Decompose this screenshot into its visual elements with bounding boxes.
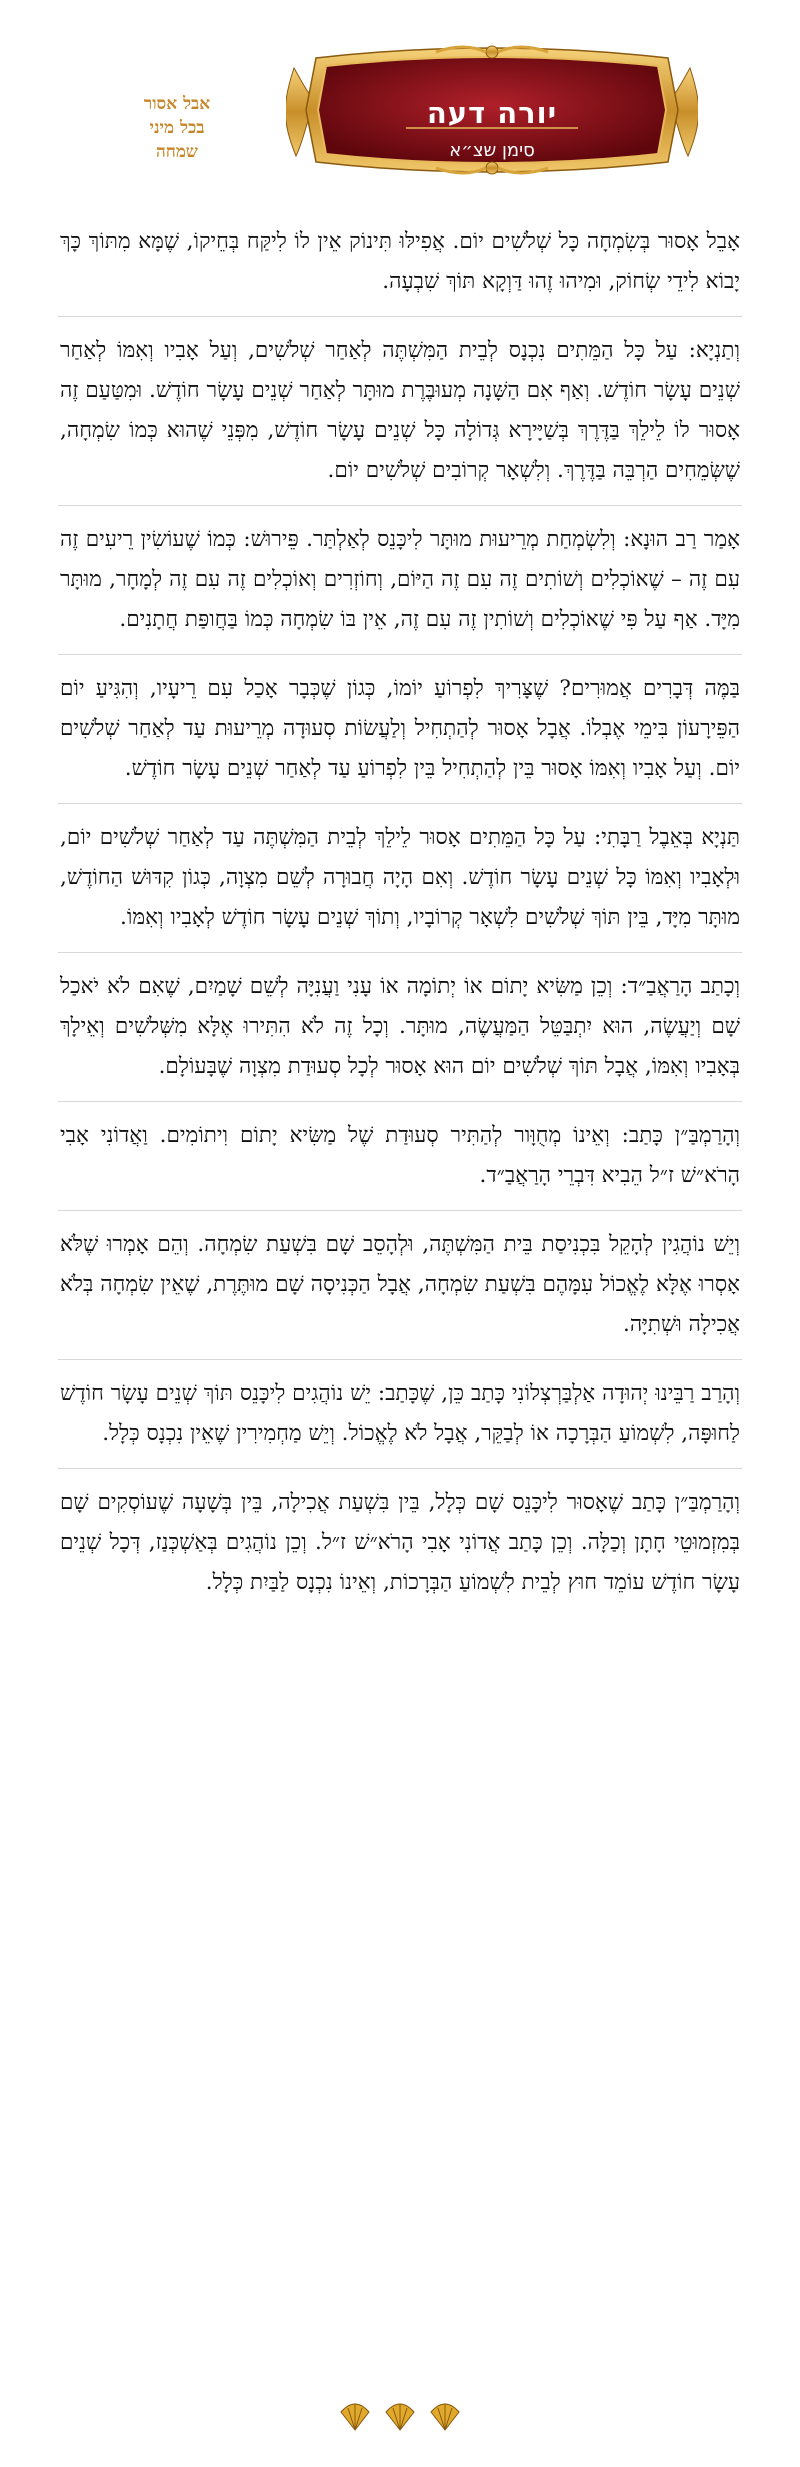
- shell-icon: [384, 2402, 416, 2436]
- paragraph-4: בַּמֶּה דְּבָרִים אֲמוּרִים? שֶׁצָּרִיךְ לִפְרוֹעַ יוֹמוֹ, כְּגוֹן שֶׁכְּבָר אָכַל עִם רֵיעָיו, וְהִגִּיעַ יוֹם הַפֵּירָעוֹן בִּימֵי אֶבְלוֹ. אֲבָל אָסוּר לְהַתְחִיל וְלַעֲשׂוֹת סְעוּדָה מְרֵיעוּת עַד לְאַחַר שְׁלֹשִׁים יוֹם. וְעַל אָבִיו וְאִמּוֹ אָסוּר בֵּין לְהַתְחִיל בֵּין לִפְרוֹעַ עַד לְאַחַר שְׁנֵים עָשָׂר חוֹדֶשׁ.: [60, 676, 740, 781]
- footer-ornament: [330, 2402, 470, 2442]
- paragraph-5: תַּנְיָא בְּאֵבֶל רַבָּתִי: עַל כָּל הַמֵּתִים אָסוּר לֵילֵךְ לְבֵית הַמִּשְׁתֶּה עַד לְאַחַר שְׁלֹשִׁים יוֹם, וּלְאָבִיו וְאִמּוֹ כָּל שְׁנֵים עָשָׂר חוֹדֶשׁ. וְאִם הָיָה חֲבוּרָה לְשֵׁם מִצְוָה, כְּגוֹן קִדּוּשׁ הַחוֹדֶשׁ, מוּתָּר מִיָּד, בֵּין תּוֹךְ שְׁלֹשִׁים לִשְׁאָר קְרוֹבָיו, וְתוֹךְ שְׁנֵים עָשָׂר חוֹדֶשׁ לְאָבִיו וְאִמּוֹ.: [60, 825, 740, 930]
- title-scroll-banner: [286, 44, 698, 176]
- divider: [58, 654, 742, 655]
- divider: [58, 952, 742, 953]
- section-side-title: [117, 92, 237, 164]
- divider: [58, 1210, 742, 1211]
- paragraph-6: וְכָתַב הָרַאֲבַ״ד: וְכֵן מַשִּׂיא יָתוֹם אוֹ יְתוֹמָה אוֹ עָנִי וַעֲנִיָּה לְשֵׁם שָׁמַיִם, שֶׁאִם לֹא יֹאכַל שָׁם וְיַעֲשֶׂה, הוּא יִתְבַּטֵּל הַמַּעֲשֶׂה, מוּתָּר. וְכָל זֶה לֹא הִתִּירוּ אֶלָּא מִשְּׁלֹשִׁים וְאֵילָךְ בְּאָבִיו וְאִמּוֹ, אֲבָל תּוֹךְ שְׁלֹשִׁים יוֹם הוּא אָסוּר לְכָל סְעוּדַת מִצְוָה שֶׁבָּעוֹלָם.: [60, 974, 740, 1079]
- divider: [58, 505, 742, 506]
- divider: [58, 1468, 742, 1469]
- paragraph-2: וְתַנְיָא: עַל כָּל הַמֵּתִים נִכְנָס לְבֵית הַמִּשְׁתֶּה לְאַחַר שְׁלֹשִׁים, וְעַל אָבִיו וְאִמּוֹ לְאַחַר שְׁנֵים עָשָׂר חוֹדֶשׁ. וְאַף אִם הַשָּׁנָה מְעוּבֶּרֶת מוּתָּר לְאַחַר שְׁנֵים עָשָׂר חוֹדֶשׁ. וּמִטַּעַם זֶה אָסוּר לוֹ לֵילֵךְ בַּדֶּרֶךְ בְּשַׁיָּירָא גְּדוֹלָה כָּל שְׁנֵים עָשָׂר חוֹדֶשׁ, מִפְּנֵי שֶׁהוּא כְּמוֹ שִׂמְחָה, שֶׁשְּׂמֵחִים הַרְבֵּה בַּדֶּרֶךְ. וְלִשְׁאָר קְרוֹבִים שְׁלֹשִׁים יוֹם.: [60, 338, 740, 483]
- paragraph-7: וְהָרַמְבַּ״ן כָּתַב: וְאֵינוֹ מְחֻוָּור לְהַתִּיר סְעוּדַת שֶׁל מַשִּׂיא יָתוֹם וִיתוֹמִים. וַאֲדוֹנִי אָבִי הָרֹא״שׁ ז״ל הֵבִיא דִּבְרֵי הָרַאֲבַ״ד.: [60, 1123, 740, 1188]
- divider: [58, 1101, 742, 1102]
- page-title: יורה דעה: [426, 96, 558, 130]
- side-title-line-3: שמחה: [156, 142, 198, 162]
- side-title-line-2: בכל מיני: [149, 118, 205, 138]
- text-body: [58, 218, 742, 1617]
- paragraph-10: וְהָרַמְבַּ״ן כָּתַב שֶׁאָסוּר לִיכָּנֵס שָׁם כְּלָל, בֵּין בִּשְׁעַת אֲכִילָה, בֵּין בְּשָׁעָה שֶׁעוֹסְקִים שָׁם בְּמִזְמוּטֵי חָתָן וְכַלָּה. וְכֵן כָּתַב אֲדוֹנִי אָבִי הָרֹא״שׁ ז״ל. וְכֵן נוֹהֲגִים בְּאַשְׁכְּנַז, דְּכָל שְׁנֵים עָשָׂר חוֹדֶשׁ עוֹמֵד חוּץ לְבֵית לִשְׁמוֹעַ הַבְּרָכוֹת, וְאֵינוֹ נִכְנָס לַבַּיִת כְּלָל.: [60, 1490, 740, 1595]
- paragraph-3: אָמַר רַב הוּנָא: וְלִשְׂמְחַת מְרֵיעוּת מוּתָּר לִיכָּנֵס לְאַלְתַּר. פֵּירוּשׁ: כְּמוֹ שֶׁעוֹשִׂין רֵיעִים זֶה עִם זֶה – שֶׁאוֹכְלִים וְשׁוֹתִים זֶה עִם זֶה הַיּוֹם, וְחוֹזְרִים וְאוֹכְלִים זֶה עִם זֶה לְמָחָר, מוּתָּר מִיָּד. אַף עַל פִּי שֶׁאוֹכְלִים וְשׁוֹתִין זֶה עִם זֶה, אֵין בּוֹ שִׂמְחָה כְּמוֹ בַּחֲופַּת חֲתָנִים.: [60, 527, 740, 632]
- side-title-line-1: אבל אסור: [143, 94, 211, 114]
- shell-icon: [339, 2402, 371, 2436]
- shell-icon: [429, 2402, 461, 2436]
- page-subtitle: סימן שצ״א: [449, 140, 535, 161]
- paragraph-1: אָבֵל אָסוּר בְּשִׂמְחָה כָּל שְׁלֹשִׁים יוֹם. אֲפִילּוּ תִּינוֹק אֵין לוֹ לִיקַּח בְּחֵיקוֹ, שֶׁמָּא מִתּוֹךְ כָּךְ יָבוֹא לִידֵי שְׂחוֹק, וּמִיהוּ זֶהוּ דַּוְקָא תּוֹךְ שִׁבְעָה.: [60, 229, 740, 294]
- paragraph-9: וְהָרַב רַבֵּינוּ יְהוּדָה אַלְבַּרְצְלוֹנִי כָּתַב כֵּן, שֶׁכָּתַב: יֵשׁ נוֹהֲגִים לִיכָּנֵס תּוֹךְ שְׁנֵים עָשָׂר חוֹדֶשׁ לַחוּפָּה, לִשְׁמוֹעַ הַבְּרָכָה אוֹ לְבַקֵּר, אֲבָל לֹא לֶאֱכוֹל. וְיֵשׁ מַחְמִירִין שֶׁאֵין נִכְנָס כְּלָל.: [60, 1381, 740, 1446]
- divider: [58, 316, 742, 317]
- header: [0, 0, 800, 200]
- divider: [58, 1359, 742, 1360]
- divider: [58, 803, 742, 804]
- paragraph-8: וְיֵשׁ נוֹהֲגִין לְהָקֵל בִּכְנִיסַת בֵּית הַמִּשְׁתֶּה, וּלְהָסֵב שָׁם בִּשְׁעַת שִׂמְחָה. וְהֵם אָמְרוּ שֶׁלֹּא אָסְרוּ אֶלָּא לֶאֱכוֹל עִמָּהֶם בִּשְׁעַת שִׂמְחָה, אֲבָל הַכְּנִיסָה שָׁם מוּתֶּרֶת, שֶׁאֵין שִׂמְחָה בְּלֹא אֲכִילָה וּשְׁתִיָּה.: [60, 1232, 740, 1337]
